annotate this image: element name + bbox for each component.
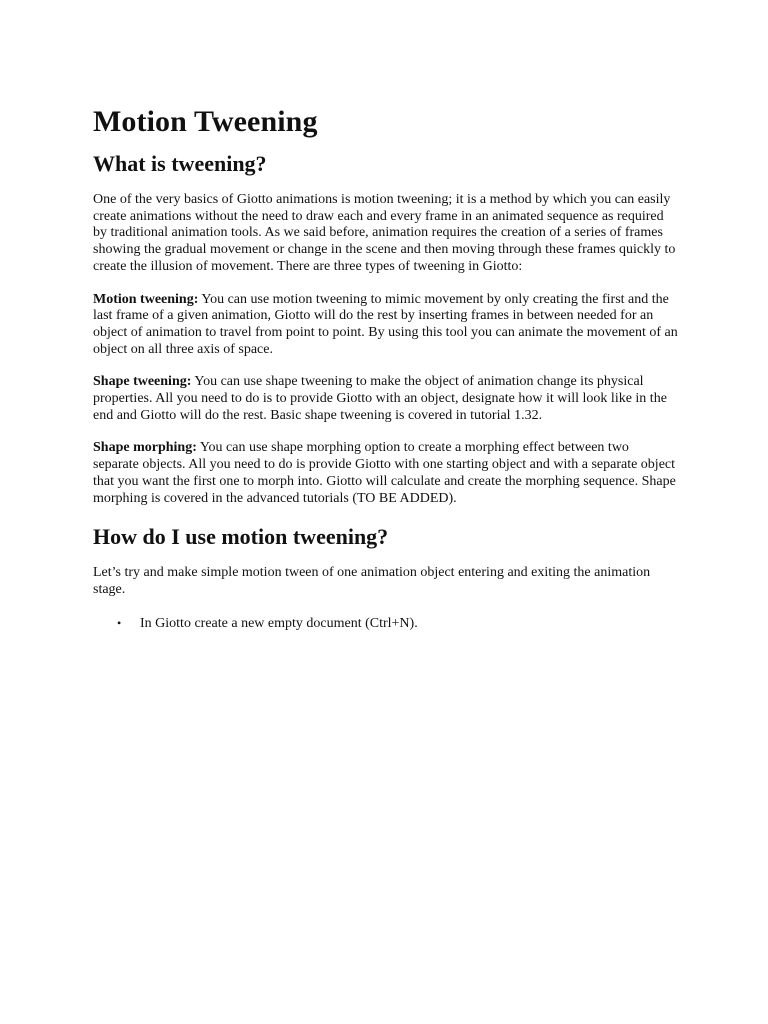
paragraph-motion-tweening xyxy=(93,292,678,359)
term-shape-morphing: Shape morphing: xyxy=(93,440,197,456)
term-motion-tweening: Motion tweening: xyxy=(93,291,199,307)
term-shape-tweening: Shape tweening: xyxy=(93,374,192,390)
bullet-icon: • xyxy=(117,615,122,630)
list-item-text: In Giotto create a new empty document (Ctrl+N). xyxy=(140,615,418,631)
section-heading-how-to-use: How do I use motion tweening? xyxy=(93,524,389,550)
list-item xyxy=(117,615,678,632)
section2-intro-paragraph: Let’s try and make simple motion tween of one animation object entering and exiting the animation stage. xyxy=(93,565,651,597)
paragraph-shape-tweening xyxy=(93,374,678,424)
description-shape-morphing: You can use shape morphing option to create a morphing effect between two separate objects. All you need to do is provide Giotto with one starting object and with a separate object that you want the first one to morph into. Giotto will calculate and create the morphing sequence. Shape morphing is covered in the advanced tutorials (TO BE ADDED). xyxy=(93,440,676,506)
page-title: Motion Tweening xyxy=(93,105,318,138)
description-motion-tweening: You can use motion tweening to mimic movement by only creating the first and the last frame of a given animation, Giotto will do the rest by inserting frames in between needed for an object of animation to travel from point to point. By using this tool you can animate the movement of an object on all three axis of space. xyxy=(93,291,678,357)
paragraph-shape-morphing xyxy=(93,440,678,507)
steps-list xyxy=(93,615,678,632)
description-shape-tweening: You can use shape tweening to make the object of animation change its physical properties. All you need to do is to provide Giotto with an object, designate how it will look like in the end and Giotto will do the rest. Basic shape tweening is covered in tutorial 1.32. xyxy=(93,374,667,423)
intro-paragraph: One of the very basics of Giotto animations is motion tweening; it is a method by which you can easily create animations without the need to draw each and every frame in an animated sequence as required by traditional animation tools. As we said before, animation requires the creation of a series of frames showing the gradual movement or change in the scene and then moving through these frames quickly to create the illusion of movement. There are three types of tweening in Giotto: xyxy=(93,192,676,274)
section-heading-what-is-tweening: What is tweening? xyxy=(93,151,267,176)
